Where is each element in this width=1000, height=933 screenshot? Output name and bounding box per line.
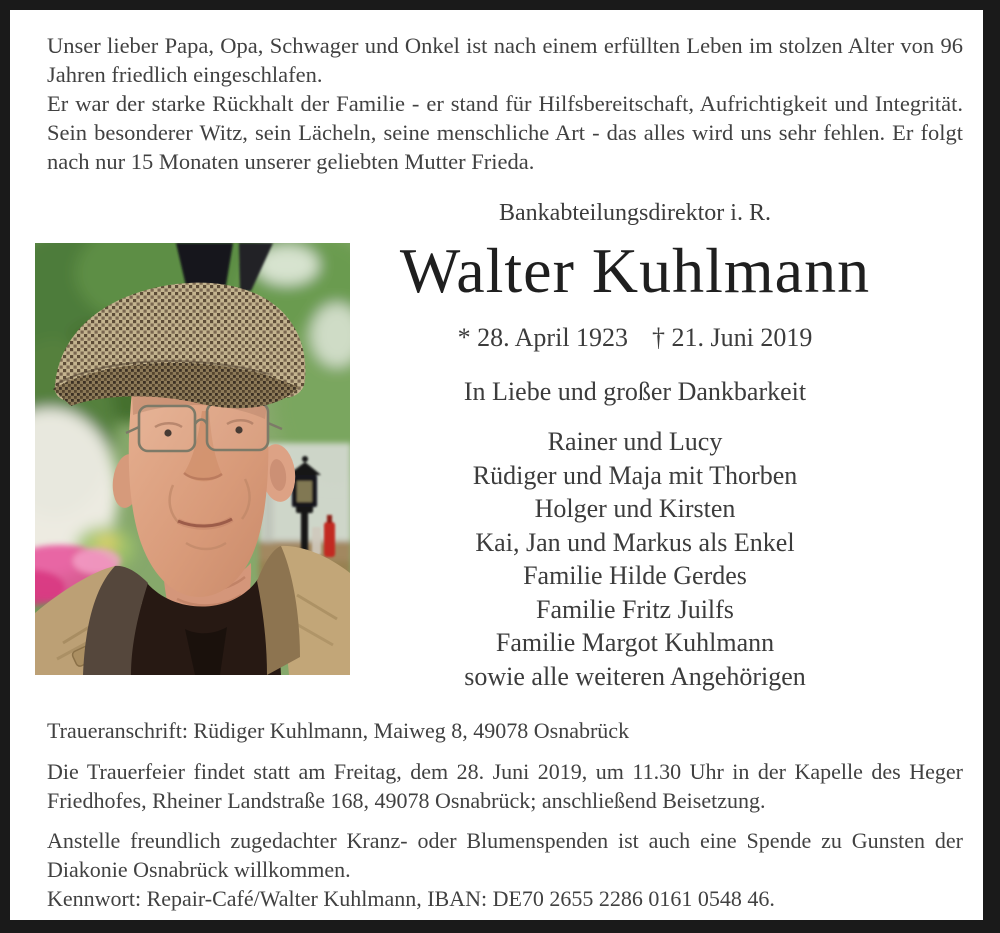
intro-text-block: [47, 31, 963, 176]
mourner-line: Kai, Jan und Markus als Enkel: [475, 527, 795, 557]
funeral-details-block: [47, 716, 963, 913]
mourner-line: Rainer und Lucy: [547, 427, 723, 456]
birth-date: * 28. April 1923: [457, 323, 629, 352]
portrait-photo: [35, 243, 350, 675]
announcement-block: [350, 198, 920, 693]
donation-keyword-line: Kennwort: Repair-Café/Walter Kuhlmann, IBAN: DE70 2655 2286 0161 0548 46.: [47, 886, 775, 911]
donation-paragraph: Anstelle freundlich zugedachter Kranz- oder Blumenspenden ist auch eine Spende zu Gunsten der Diakonie Osnabrück willkommen.: [47, 828, 963, 882]
funeral-service-paragraph: Die Trauerfeier findet statt am Freitag, dem 28. Juni 2019, um 11.30 Uhr in der Kapelle des Heger Friedhofes, Rheiner Landstraße 168, 49078 Osnabrück; anschließend Beisetzung.: [47, 759, 963, 813]
life-dates-line: [350, 322, 920, 354]
mourning-address-line: Traueranschrift: Rüdiger Kuhlmann, Maiweg 8, 49078 Osnabrück: [47, 718, 630, 743]
portrait-photo-illustration: [35, 243, 350, 675]
dedication-line: In Liebe und großer Dankbarkeit: [463, 377, 807, 406]
intro-paragraph-1: Unser lieber Papa, Opa, Schwager und Onkel ist nach einem erfüllten Leben im stolzen Alter von 96 Jahren friedlich eingeschlafen.: [47, 33, 963, 87]
mourner-line: sowie alle weiteren Angehörigen: [464, 661, 806, 691]
mourner-line: Rüdiger und Maja mit Thorben: [472, 460, 798, 490]
mourner-line: Familie Margot Kuhlmann: [495, 628, 775, 657]
role-line: Bankabteilungsdirektor i. R.: [499, 200, 771, 226]
death-date: † 21. Juni 2019: [652, 323, 813, 352]
mourner-line: Holger und Kirsten: [534, 494, 736, 523]
mourner-line: Familie Hilde Gerdes: [523, 561, 747, 590]
mourners-list: [350, 425, 920, 693]
deceased-name: Walter Kuhlmann: [399, 235, 871, 306]
intro-paragraph-2: Er war der starke Rückhalt der Familie - er stand für Hilfsbereitschaft, Aufrichtigkeit und Integrität. Sein besonderer Witz, sein Lächeln, seine menschliche Art - das alles wird uns sehr fehlen. Er folgt nach nur 15 Monaten unserer geliebten Mutter Frieda.: [47, 91, 963, 174]
mourner-line: Familie Fritz Juilfs: [536, 594, 734, 624]
